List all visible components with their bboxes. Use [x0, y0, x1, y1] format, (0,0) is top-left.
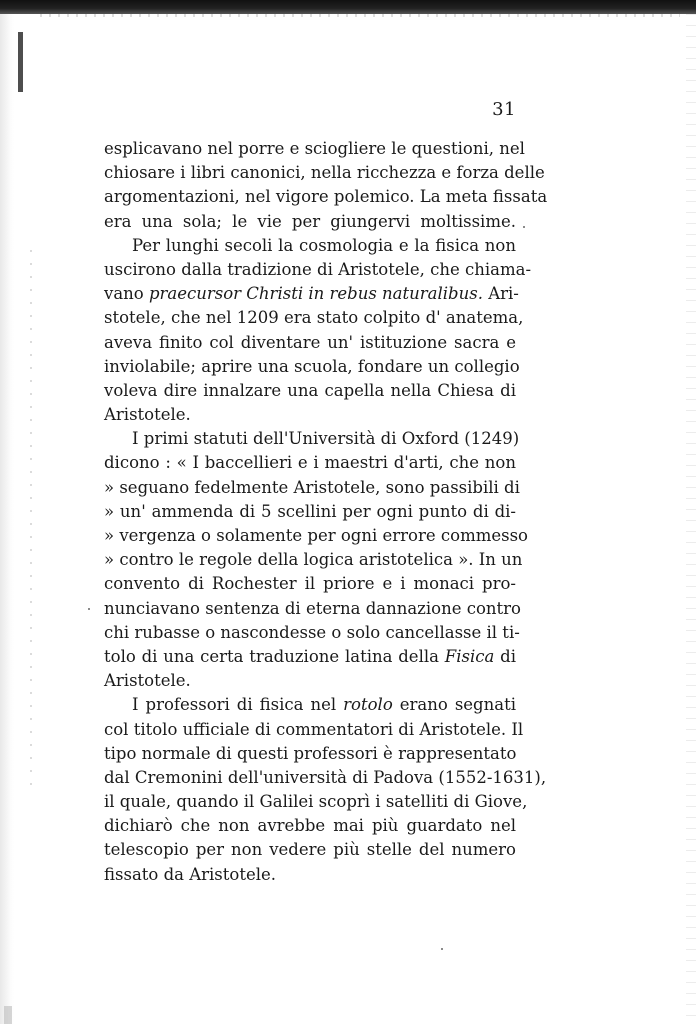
- text-line: I primi statuti dell'Università di Oxford (1249): [132, 429, 520, 449]
- text-line: [104, 282, 519, 306]
- text-line: esplicavano nel porre e sciogliere le questioni, nel: [104, 139, 525, 158]
- text-line: col titolo ufficiale di commentatori di Aristotele. Il: [104, 719, 524, 739]
- text-line: nunciavano sentenza di eterna dannazione contro: [104, 598, 521, 618]
- text-line: » seguano fedelmente Aristotele, sono passibili di: [104, 477, 520, 497]
- gutter-mark: [18, 32, 23, 92]
- text-line: chiosare i libri canonici, nella ricchezza e forza delle: [104, 163, 545, 183]
- text-line: [104, 693, 516, 717]
- page-top-shadow: [0, 0, 696, 14]
- text-line: Aristotele.: [104, 671, 191, 691]
- text-line: dal Cremonini dell'università di Padova (1552-1631),: [104, 767, 547, 787]
- italic-word: rotolo: [343, 695, 393, 715]
- text-line: telescopio per non vedere più stelle del numero: [104, 840, 516, 860]
- text-segment: di: [494, 646, 516, 666]
- text-line: Aristotele.: [104, 405, 191, 425]
- text-line: aveva finito col diventare un' istituzione sacra e: [104, 332, 516, 352]
- page-left-gutter: [0, 14, 14, 1024]
- text-line: fissato da Aristotele.: [104, 864, 277, 884]
- italic-word: Fisica: [444, 646, 495, 666]
- italic-phrase: praecursor Christi in rebus naturalibus.: [148, 284, 483, 304]
- text-line: chi rubasse o nascondesse o solo cancellasse il ti-: [104, 622, 520, 642]
- stray-dot: [441, 948, 443, 950]
- text-line: Per lunghi secoli la cosmologia e la fisica non: [132, 235, 516, 255]
- page-right-edge: [686, 14, 696, 1024]
- text-line: dicono : « I baccellieri e i maestri d'arti, che non: [104, 453, 516, 473]
- text-segment: Ari-: [482, 284, 519, 304]
- text-line: era una sola; le vie per giungervi moltissime.: [104, 211, 516, 231]
- stray-dot: [88, 608, 90, 610]
- text-segment: I professori di fisica nel: [132, 695, 344, 715]
- text-segment: tolo di una certa traduzione latina della: [104, 646, 445, 666]
- text-line: tipo normale di questi professori è rappresentato: [104, 743, 517, 763]
- text-line: » contro le regole della logica aristotelica ». In un: [104, 550, 523, 570]
- text-segment: erano segnati: [392, 695, 516, 715]
- corner-mark: [4, 1006, 12, 1024]
- text-line: » vergenza o solamente per ogni errore commesso: [104, 526, 528, 545]
- text-line: » un' ammenda di 5 scellini per ogni punto di di-: [104, 501, 516, 521]
- text-line: stotele, che nel 1209 era stato colpito d' anatema,: [104, 308, 524, 328]
- text-line: il quale, quando il Galilei scoprì i satelliti di Giove,: [104, 792, 528, 812]
- stray-dot: [523, 226, 525, 228]
- page-number: 31: [492, 99, 516, 120]
- body-text: [104, 137, 548, 887]
- text-segment: vano: [104, 284, 149, 304]
- text-line: argomentazioni, nel vigore polemico. La meta fissata: [104, 187, 548, 207]
- text-line: convento di Rochester il priore e i monaci pro-: [104, 574, 516, 594]
- text-line: [104, 645, 516, 669]
- text-line: dichiarò che non avrebbe mai più guardato nel: [104, 816, 516, 836]
- text-line: voleva dire innalzare una capella nella Chiesa di: [104, 380, 516, 400]
- text-line: inviolabile; aprire una scuola, fondare un collegio: [104, 356, 520, 376]
- margin-speckle: [30, 250, 32, 790]
- text-line: uscirono dalla tradizione di Aristotele, che chiama-: [104, 259, 532, 279]
